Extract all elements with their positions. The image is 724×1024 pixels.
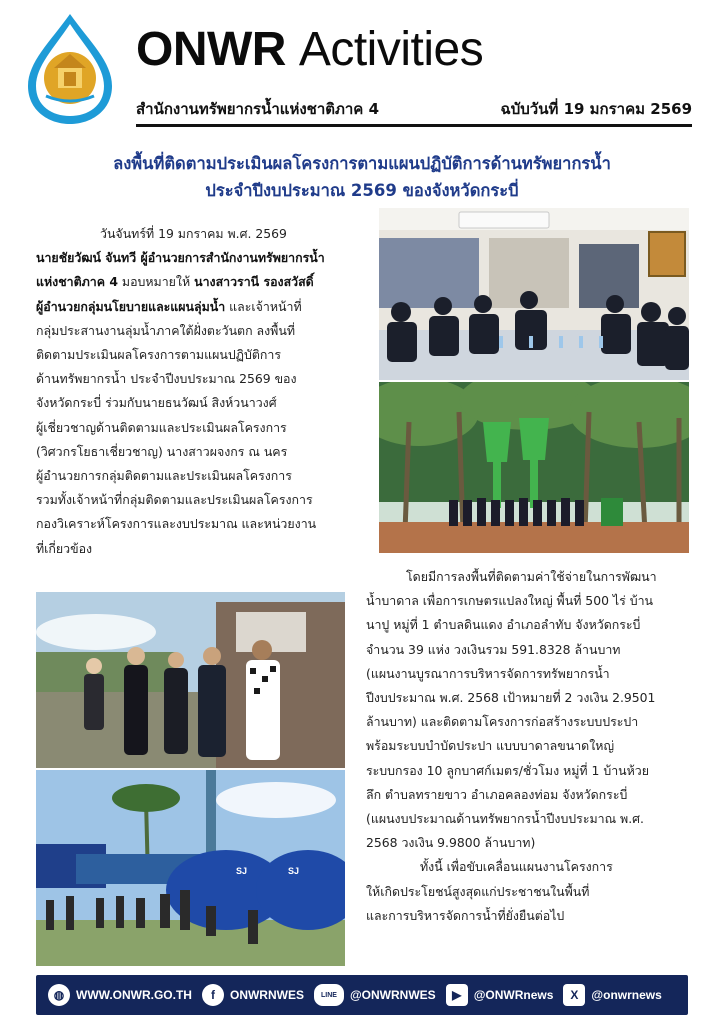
website-link[interactable] [48, 984, 192, 1006]
article-left-line: ด้านทรัพยากรน้ำ ประจำปีงบประมาณ 2569 ของ [36, 371, 297, 387]
title-bold: ONWR [136, 23, 286, 76]
header-subtitle [136, 97, 692, 121]
tank-label-1: SJ [236, 866, 248, 876]
pump-house-group-photo [36, 592, 345, 768]
facebook-icon: f [202, 984, 224, 1006]
article-right-line: และการบริหารจัดการน้ำที่ยั่งยืนต่อไป [366, 907, 565, 923]
article-right-column [366, 565, 696, 928]
text-bold: แห่งชาติภาค 4 [36, 274, 118, 290]
office-name: สำนักงานทรัพยากรน้ำแห่งชาติภาค 4 [136, 100, 380, 118]
text-bold: ผู้อำนวยกลุ่มนโยบายและแผนลุ่มน้ำ [36, 298, 226, 314]
article-right-line: พร้อมระบบบำบัดประปา แบบบาดาลขนาดใหญ่ [366, 738, 615, 754]
website-label: WWW.ONWR.GO.TH [76, 988, 192, 1002]
headline-line-1: ลงพื้นที่ติดตามประเมินผลโครงการตามแผนปฏิบัติการด้านทรัพยากรน้ำ [113, 154, 611, 173]
text-normal: และเจ้าหน้าที่ [225, 298, 302, 314]
article-left-line: รวมทั้งเจ้าหน้าที่กลุ่มติดตามและประเมินผลโครงการ [36, 492, 313, 508]
x-icon: X [563, 984, 585, 1006]
facebook-link[interactable] [202, 984, 304, 1006]
article-right-line: ล้านบาท) และติดตามโครงการก่อสร้างระบบประปา [366, 714, 639, 730]
youtube-icon: ▶ [446, 984, 468, 1006]
water-tanks-photo [36, 770, 345, 966]
facebook-label: ONWRNWES [229, 988, 304, 1002]
article-right-line: (แผนงบประมาณด้านทรัพยากรน้ำปีงบประมาณ พ.ศ. [366, 811, 644, 827]
water-drop-emblem-icon [20, 10, 120, 130]
article-right-line: ลึก ตำบลทรายขาว อำเภอคลองท่อม จังหวัดกระบี่ [366, 786, 628, 802]
text-bold: นางสาวรานี รองสวัสดิ์ [194, 274, 314, 290]
article-left-line [36, 270, 348, 294]
plantation-towers-photo [379, 382, 689, 553]
social-footer [36, 975, 688, 1015]
article-left-line: ติดตามประเมินผลโครงการตามแผนปฏิบัติการ [36, 347, 282, 363]
x-link[interactable] [563, 984, 661, 1006]
article-right-line: ทั้งนี้ เพื่อขับเคลื่อนแผนงานโครงการ [420, 859, 613, 875]
article-right-line: ระบบกรอง 10 ลูกบาศก์เมตร/ชั่วโมง หมู่ที่ 1 บ้านห้วย [366, 762, 650, 778]
youtube-label: @ONWRnews [473, 988, 554, 1002]
article-right-line: ปีงบประมาณ พ.ศ. 2568 เป้าหมายที่ 2 วงเงิน 2.9501 [366, 690, 656, 706]
article-right-line: จำนวน 39 แห่ง วงเงินรวม 591.8328 ล้านบาท [366, 641, 621, 657]
issue-date: ฉบับวันที่ 19 มกราคม 2569 [500, 100, 692, 118]
text-normal: มอบหมายให้ [117, 274, 195, 290]
article-left-line: ผู้เชี่ยวชาญด้านติดตามและประเมินผลโครงการ [36, 419, 287, 435]
article-right-line: 2568 วงเงิน 9.9800 ล้านบาท) [366, 835, 536, 851]
article-left-line: จังหวัดกระบี่ ร่วมกับนายธนวัฒน์ สิงห์วนาวงศ์ [36, 395, 277, 411]
page-title [136, 22, 483, 77]
onwr-logo [20, 10, 120, 130]
line-icon: LINE [314, 984, 344, 1006]
youtube-link[interactable] [446, 984, 554, 1006]
article-left-line: ที่เกี่ยวข้อง [36, 540, 93, 556]
globe-icon: ◍ [48, 984, 70, 1006]
article-date: วันจันทร์ที่ 19 มกราคม พ.ศ. 2569 [100, 226, 287, 241]
article-right-line: นาปู หมู่ที่ 1 ตำบลดินแดง อำเภอลำทับ จังหวัดกระบี่ [366, 617, 641, 633]
article-right-line: ให้เกิดประโยชน์สูงสุดแก่ประชาชนในพื้นที่ [366, 883, 590, 899]
article-headline [40, 150, 684, 204]
article-left-line [36, 295, 348, 319]
article-left-line: (วิศวกรโยธาเชี่ยวชาญ) นางสาวผจงกร ณ นคร [36, 443, 288, 459]
meeting-room-photo [379, 208, 689, 380]
article-left-line: นายชัยวัฒน์ จันทวี ผู้อำนวยการสำนักงานทรัพยากรน้ำ [36, 250, 325, 266]
line-link[interactable] [314, 984, 436, 1006]
article-left-line: กองวิเคราะห์โครงการและงบประมาณ และหน่วยงาน [36, 516, 317, 532]
article-right-line: (แผนงานบูรณาการบริหารจัดการทรัพยากรน้ำ [366, 665, 610, 681]
article-right-line: น้ำบาดาล เพื่อการเกษตรแปลงใหญ่ พื้นที่ 500 ไร่ บ้าน [366, 593, 654, 609]
title-light: Activities [298, 23, 484, 76]
x-label: @onwrnews [591, 988, 662, 1002]
article-right-line: โดยมีการลงพื้นที่ติดตามค่าใช้จ่ายในการพัฒนา [406, 569, 657, 584]
header-divider [136, 124, 692, 127]
article-left-line: ผู้อำนวยการกลุ่มติดตามและประเมินผลโครงการ [36, 468, 292, 484]
headline-line-2: ประจำปีงบประมาณ 2569 ของจังหวัดกระบี่ [205, 181, 519, 200]
line-label: @ONWRNWES [349, 988, 436, 1002]
article-left-line: กลุ่มประสานงานลุ่มน้ำภาคใต้ฝั่งตะวันตก ลงพื้นที่ [36, 322, 295, 338]
tank-label-2: SJ [288, 866, 300, 876]
article-left-column [36, 222, 348, 561]
